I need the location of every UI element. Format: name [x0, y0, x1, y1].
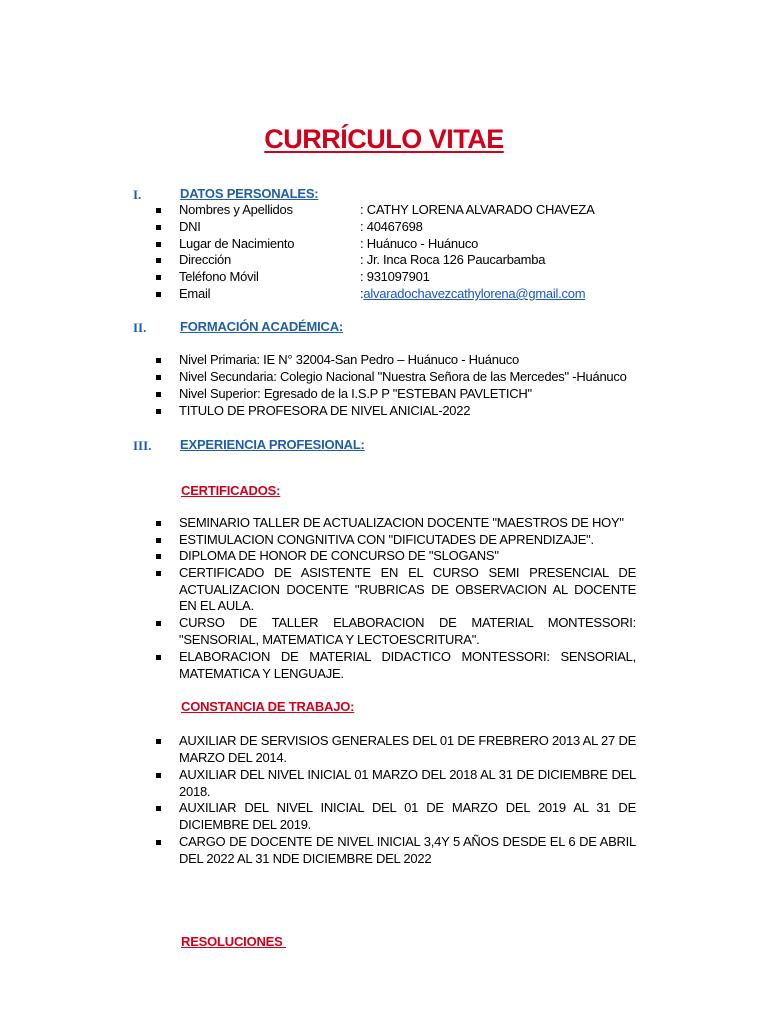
bullet: [156, 655, 161, 660]
subsection-title-work: CONSTANCIA DE TRABAJO:: [181, 699, 355, 714]
personal-value-name: : CATHY LORENA ALVARADO CHAVEZA: [360, 202, 595, 217]
section-numeral-academic: II.: [133, 320, 147, 335]
section-numeral-personal: I.: [133, 187, 142, 202]
academic-item: Nivel Primaria: IE N° 32004-San Pedro – Huánuco - Huánuco: [179, 352, 519, 367]
personal-value-phone: : 931097901: [360, 269, 430, 284]
certificate-item: ELABORACION DE MATERIAL DIDACTICO MONTESSORI: SENSORIAL, MATEMATICA Y LENGUAJE.: [179, 649, 636, 681]
personal-value-dni: : 40467698: [360, 219, 423, 234]
bullet: [156, 521, 161, 526]
certificate-item: ESTIMULACION CONGNITIVA CON "DIFICUTADES DE APRENDIZAJE".: [179, 532, 594, 547]
academic-item: Nivel Secundaria: Colegio Nacional "Nuestra Señora de las Mercedes" -Huánuco: [179, 369, 627, 384]
personal-label-birthplace: Lugar de Nacimiento: [179, 236, 295, 251]
bullet: [156, 621, 161, 626]
bullet: [156, 538, 161, 543]
bullet: [156, 554, 161, 559]
section-title-personal: DATOS PERSONALES:: [180, 186, 319, 201]
bullet: [156, 840, 161, 845]
work-item: AUXILIAR DE SERVISIOS GENERALES DEL 01 DE FREBRERO 2013 AL 27 DE MARZO DEL 2014.: [179, 733, 636, 765]
section-title-academic: FORMACIÓN ACADÉMICA:: [180, 319, 344, 334]
academic-item: Nivel Superior: Egresado de la I.S.P P "ESTEBAN PAVLETICH": [179, 386, 532, 401]
section-numeral-experience: III.: [133, 438, 152, 453]
work-item: CARGO DE DOCENTE DE NIVEL INICIAL 3,4Y 5 AÑOS DESDE EL 6 DE ABRIL DEL 2022 AL 31 NDE DICIEMBRE DEL 2022: [179, 834, 636, 866]
bullet: [156, 773, 161, 778]
bullet: [156, 739, 161, 744]
bullet: [156, 258, 161, 263]
academic-item: TITULO DE PROFESORA DE NIVEL ANICIAL-2022: [179, 403, 471, 418]
personal-value-birthplace: : Huánuco - Huánuco: [360, 236, 479, 251]
personal-label-dni: DNI: [179, 219, 201, 234]
bullet: [156, 375, 161, 380]
bullet: [156, 409, 161, 414]
personal-value-address: : Jr. Inca Roca 126 Paucarbamba: [360, 252, 546, 267]
bullet: [156, 208, 161, 213]
personal-label-name: Nombres y Apellidos: [179, 202, 293, 217]
personal-label-phone: Teléfono Móvil: [179, 269, 259, 284]
section-title-experience: EXPERIENCIA PROFESIONAL:: [180, 437, 365, 452]
email-prefix: :: [360, 286, 364, 301]
certificate-item: CERTIFICADO DE ASISTENTE EN EL CURSO SEMI PRESENCIAL DE ACTUALIZACION DOCENTE "RUBRICAS DE OBSERVACION AL DOCENTE EN EL AULA.: [179, 565, 636, 614]
work-item: AUXILIAR DEL NIVEL INICIAL 01 MARZO DEL 2018 AL 31 DE DICIEMBRE DEL 2018.: [179, 767, 636, 799]
subsection-title-certificates: CERTIFICADOS:: [181, 483, 281, 498]
bullet: [156, 358, 161, 363]
personal-label-address: Dirección: [179, 252, 231, 267]
subsection-title-resolutions: RESOLUCIONES: [181, 934, 287, 949]
bullet: [156, 806, 161, 811]
bullet: [156, 242, 161, 247]
work-item: AUXILIAR DEL NIVEL INICIAL DEL 01 DE MARZO DEL 2019 AL 31 DE DICIEMBRE DEL 2019.: [179, 800, 636, 832]
certificate-item: SEMINARIO TALLER DE ACTUALIZACION DOCENTE "MAESTROS DE HOY": [179, 515, 624, 530]
personal-value-email: [360, 286, 585, 303]
bullet: [156, 392, 161, 397]
document-title: CURRÍCULO VITAE: [264, 124, 504, 154]
bullet: [156, 275, 161, 280]
bullet: [156, 225, 161, 230]
email-link[interactable]: alvaradochavezcathylorena@gmail.com: [363, 286, 586, 301]
certificate-item: CURSO DE TALLER ELABORACION DE MATERIAL MONTESSORI: "SENSORIAL, MATEMATICA Y LECTOESCRITURA".: [179, 615, 636, 647]
bullet: [156, 292, 161, 297]
personal-label-email: Email: [179, 286, 211, 301]
bullet: [156, 571, 161, 576]
certificate-item: DIPLOMA DE HONOR DE CONCURSO DE "SLOGANS": [179, 548, 499, 563]
